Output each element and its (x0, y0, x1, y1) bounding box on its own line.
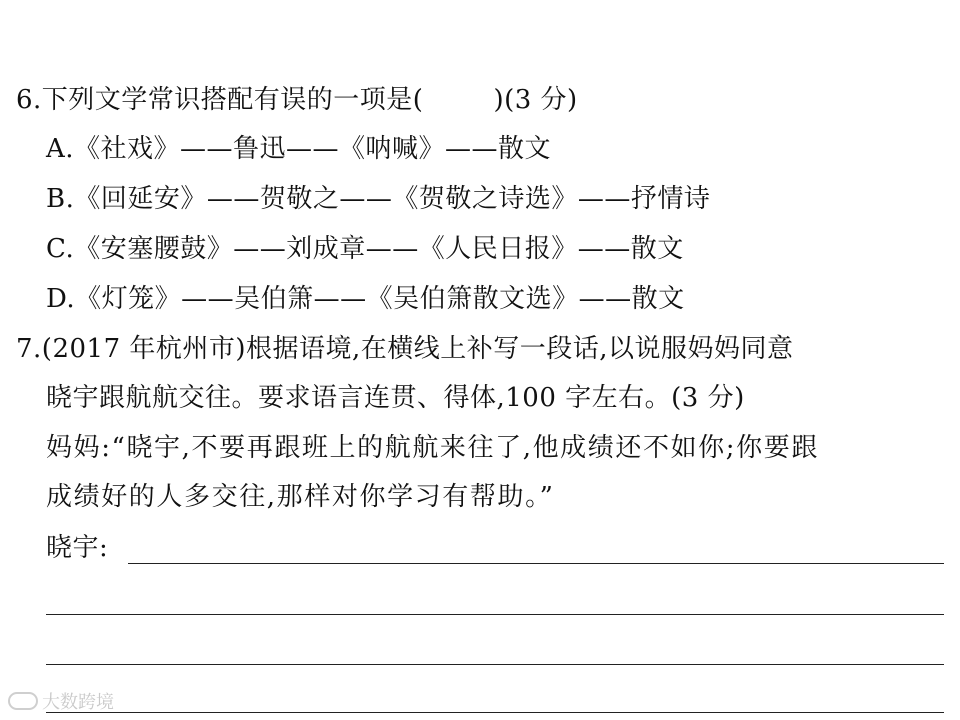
answer-label: 晓宇: (46, 533, 109, 563)
option-d: D.《灯笼》——吴伯箫——《吴伯箫散文选》——散文 (46, 284, 685, 314)
watermark-text: 大数跨境 (42, 692, 114, 713)
watermark (8, 688, 114, 714)
question-7-stem-line-1: 7.(2017 年杭州市)根据语境,在横线上补写一段话,以说服妈妈同意 (16, 334, 794, 364)
mom-dialogue-line-2: 成绩好的人多交往,那样对你学习有帮助。” (46, 482, 555, 512)
option-a: A.《社戏》——鲁迅——《呐喊》——散文 (46, 134, 552, 164)
answer-line-3[interactable] (46, 664, 944, 665)
question-6-stem (16, 83, 578, 117)
question-6-score: )(3 分) (493, 85, 578, 115)
mom-dialogue-line-1: 妈妈:“晓宇,不要再跟班上的航航来往了,他成绩还不如你;你要跟 (46, 433, 819, 463)
question-7-stem-line-2: 晓宇跟航航交往。要求语言连贯、得体,100 字左右。(3 分) (46, 383, 745, 413)
answer-line-2[interactable] (46, 614, 944, 615)
option-c: C.《安塞腰鼓》——刘成章——《人民日报》——散文 (46, 234, 684, 264)
answer-line-1[interactable] (128, 563, 944, 564)
option-b: B.《回延安》——贺敬之——《贺敬之诗选》——抒情诗 (46, 184, 711, 214)
question-6-stem-text: 6.下列文学常识搭配有误的一项是( (16, 85, 424, 115)
watermark-logo-icon (8, 692, 38, 710)
answer-line-4[interactable] (46, 712, 944, 713)
